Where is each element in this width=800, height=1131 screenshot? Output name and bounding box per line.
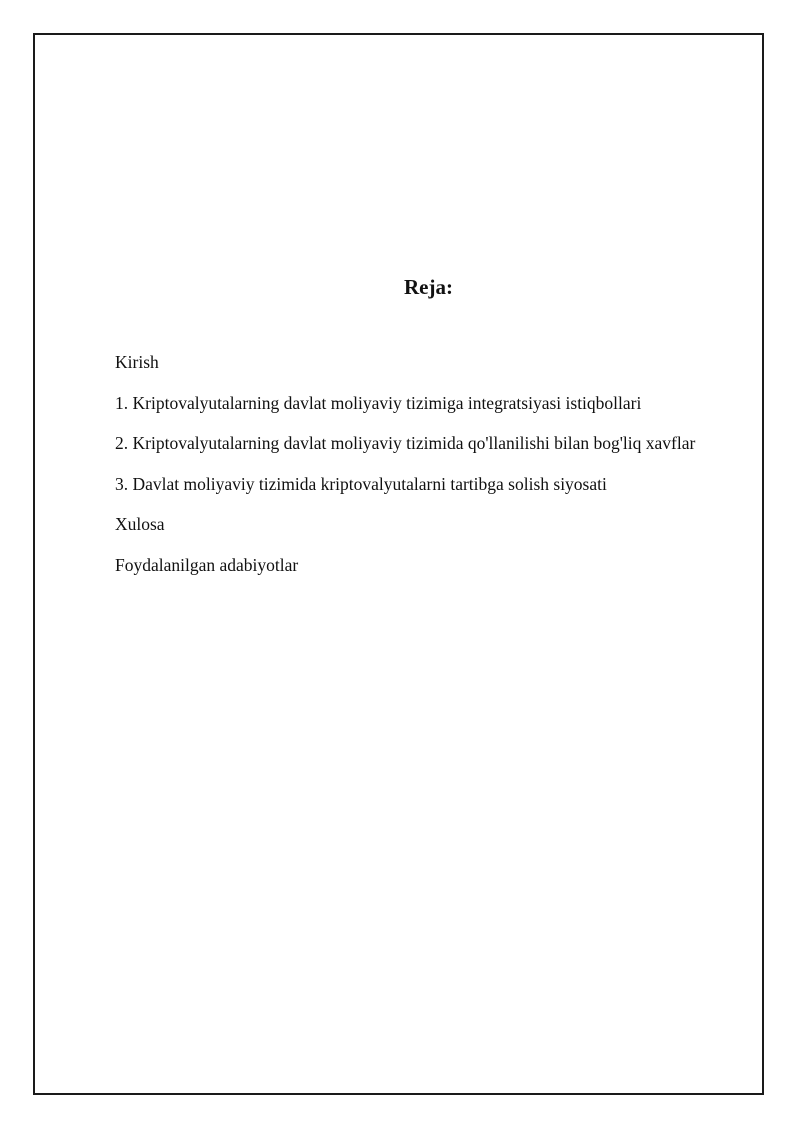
- plan-item-references: Foydalanilgan adabiyotlar: [115, 554, 299, 575]
- plan-item-section-2: 2. Kriptovalyutalarning davlat moliyaviy tizimida qo'llanilishi bilan bog'liq xavflar: [115, 433, 696, 453]
- plan-item-conclusion: Xulosa: [115, 514, 165, 534]
- page-title: Reja:: [404, 275, 453, 299]
- plan-list: [115, 350, 695, 593]
- plan-item-section-1: 1. Kriptovalyutalarning davlat moliyaviy tizimiga integratsiyasi istiqbollari: [115, 392, 642, 413]
- plan-item-section-3: 3. Davlat moliyaviy tizimida kriptovalyutalarni tartibga solish siyosati: [115, 473, 607, 494]
- plan-item-introduction: Kirish: [115, 352, 159, 372]
